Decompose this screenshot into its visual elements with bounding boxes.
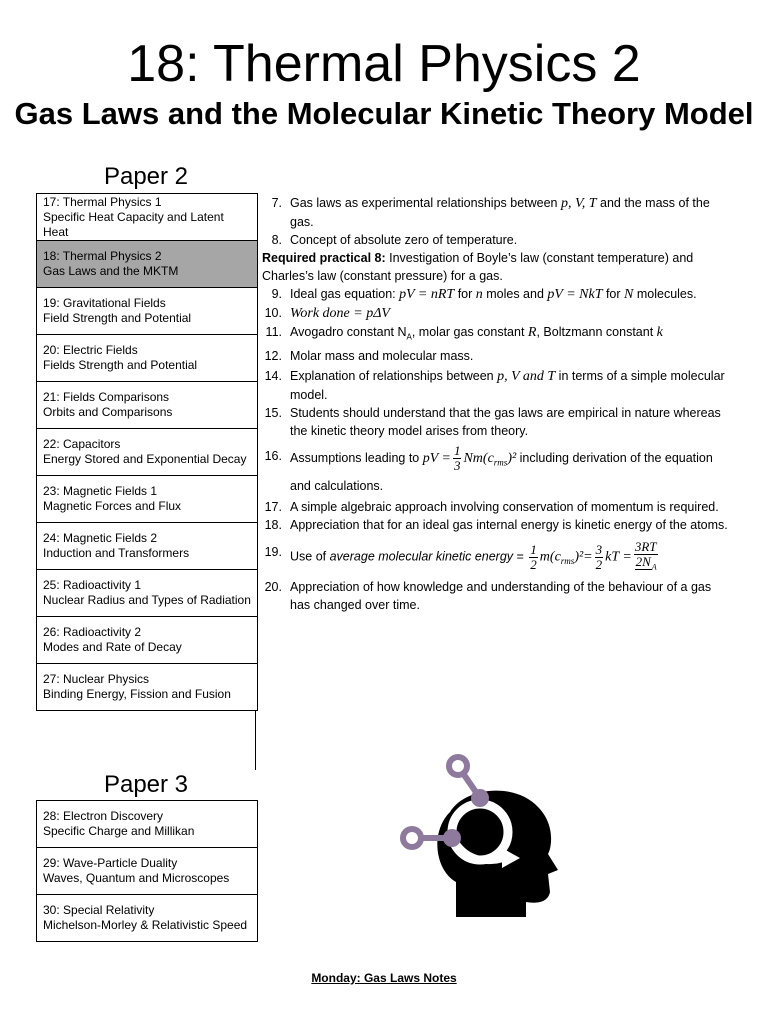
item-number: 14. bbox=[264, 368, 282, 383]
spec-item-14 bbox=[262, 367, 732, 404]
topic-subtitle: Magnetic Forces and Flux bbox=[43, 499, 182, 513]
text: and the mass of the gas. bbox=[290, 196, 710, 229]
subscript: rms bbox=[493, 456, 508, 467]
text: , Boltzmann constant bbox=[536, 325, 657, 339]
topic-title: 21: Fields Comparisons bbox=[43, 390, 170, 404]
subscript: rms bbox=[560, 555, 575, 566]
denominator: 2 bbox=[595, 556, 603, 572]
topic-subtitle: Nuclear Radius and Types of Radiation bbox=[43, 593, 251, 607]
topic-26[interactable] bbox=[37, 617, 257, 664]
spec-item-9 bbox=[262, 285, 732, 304]
item-number: 19. bbox=[264, 544, 282, 559]
item-number: 20. bbox=[264, 580, 282, 595]
topic-subtitle: Waves, Quantum and Microscopes bbox=[43, 871, 230, 885]
topic-title: 23: Magnetic Fields 1 bbox=[43, 484, 158, 498]
topic-subtitle: Fields Strength and Potential bbox=[43, 358, 198, 372]
math: N bbox=[624, 287, 634, 302]
list-divider bbox=[255, 710, 256, 770]
text: Appreciation of how knowledge and understanding of the behaviour of a gas has changed over time. bbox=[290, 580, 712, 613]
topic-title: 25: Radioactivity 1 bbox=[43, 578, 142, 592]
math: n bbox=[475, 287, 483, 302]
text: including derivation of the equation and calculations. bbox=[290, 450, 713, 493]
paper2-topic-list bbox=[36, 193, 258, 711]
topic-30[interactable] bbox=[37, 895, 257, 942]
fraction-one-third bbox=[453, 444, 462, 473]
topic-subtitle: Michelson-Morley & Relativistic Speed bbox=[43, 918, 248, 932]
math: = bbox=[583, 549, 593, 565]
topic-title: 17: Thermal Physics 1 bbox=[43, 194, 162, 209]
topic-title: 29: Wave-Particle Duality bbox=[43, 856, 178, 870]
text: 2N bbox=[635, 553, 651, 569]
topic-17[interactable] bbox=[37, 194, 257, 241]
topic-title: 19: Gravitational Fields bbox=[43, 296, 166, 310]
item-number: 17. bbox=[264, 499, 282, 514]
topic-subtitle: Specific Charge and Millikan bbox=[43, 824, 195, 838]
topic-subtitle: Energy Stored and Exponential Decay bbox=[43, 452, 247, 466]
fraction-one-half bbox=[529, 543, 538, 572]
text: Explanation of relationships between bbox=[290, 368, 498, 383]
page-title: 18: Thermal Physics 2 bbox=[127, 35, 641, 93]
math: Nm(c bbox=[463, 450, 494, 466]
denominator: 3 bbox=[453, 457, 461, 473]
paper3-topic-list bbox=[36, 800, 258, 942]
topic-23[interactable] bbox=[37, 476, 257, 523]
math: p, V, T bbox=[560, 196, 597, 211]
topic-title: 26: Radioactivity 2 bbox=[43, 625, 142, 639]
spec-item-10 bbox=[262, 304, 732, 323]
topic-21[interactable] bbox=[37, 382, 257, 429]
math: )² bbox=[507, 450, 517, 466]
topic-title: 30: Special Relativity bbox=[43, 903, 155, 917]
text: Appreciation that for an ideal gas internal energy is kinetic energy of the atoms. bbox=[290, 517, 728, 532]
math: pV = bbox=[422, 450, 451, 466]
text: Avogadro constant N bbox=[290, 325, 407, 339]
numerator: 3RT bbox=[634, 538, 657, 554]
topic-title: 20: Electric Fields bbox=[43, 343, 138, 357]
topic-subtitle: Gas Laws and the MKTM bbox=[43, 264, 179, 278]
topic-19[interactable] bbox=[37, 288, 257, 335]
paper2-heading: Paper 2 bbox=[103, 163, 189, 190]
topic-20[interactable] bbox=[37, 335, 257, 382]
text: Investigation of Boyle’s law (constant temperature) and Charles’s law (constant pressure) for a gas. bbox=[262, 251, 694, 283]
topic-title: 28: Electron Discovery bbox=[43, 809, 164, 823]
text: Molar mass and molecular mass. bbox=[290, 348, 474, 363]
text: Concept of absolute zero of temperature. bbox=[290, 233, 518, 247]
fraction-three-halves bbox=[595, 543, 604, 572]
math: m(c bbox=[539, 549, 561, 565]
item-number: 12. bbox=[264, 348, 282, 363]
numerator: 1 bbox=[453, 442, 461, 458]
item-number: 16. bbox=[264, 448, 282, 463]
footer-note: Monday: Gas Laws Notes bbox=[311, 971, 457, 985]
spec-item-12 bbox=[262, 347, 732, 365]
numerator: 1 bbox=[530, 541, 537, 557]
denominator: 2 bbox=[530, 556, 537, 572]
denominator bbox=[634, 555, 658, 575]
topic-subtitle: Induction and Transformers bbox=[43, 546, 190, 560]
topic-28[interactable] bbox=[37, 801, 257, 848]
math: )² bbox=[574, 549, 584, 565]
math: p, V and T bbox=[497, 368, 556, 384]
topic-title: 22: Capacitors bbox=[43, 437, 121, 451]
page-subtitle: Gas Laws and the Molecular Kinetic Theory Model bbox=[14, 96, 754, 131]
topic-subtitle: Orbits and Comparisons bbox=[43, 405, 173, 419]
head-brain-network-icon bbox=[390, 752, 570, 922]
specification-list bbox=[262, 194, 732, 614]
math: k bbox=[656, 325, 663, 340]
paper3-heading: Paper 3 bbox=[103, 771, 189, 798]
spec-item-18 bbox=[262, 516, 732, 534]
math: R bbox=[527, 325, 537, 340]
topic-22[interactable] bbox=[37, 429, 257, 476]
topic-title: 27: Nuclear Physics bbox=[43, 672, 150, 686]
topic-27[interactable] bbox=[37, 664, 257, 711]
text: molecules. bbox=[633, 287, 697, 301]
item-number: 10. bbox=[264, 306, 282, 320]
math: Work done = pΔV bbox=[290, 306, 390, 321]
item-number: 9. bbox=[271, 287, 282, 301]
math: kT = bbox=[605, 549, 632, 565]
spec-item-11 bbox=[262, 323, 732, 347]
topic-subtitle: Modes and Rate of Decay bbox=[43, 640, 182, 654]
topic-18-current[interactable] bbox=[37, 241, 257, 288]
math: pV = NkT bbox=[547, 287, 603, 302]
text: Use of bbox=[290, 549, 330, 564]
spec-item-16 bbox=[262, 444, 732, 498]
topic-subtitle: Binding Energy, Fission and Fusion bbox=[43, 687, 231, 701]
text: average molecular kinetic energy bbox=[329, 549, 514, 564]
text: Gas laws as experimental relationships between bbox=[290, 196, 561, 210]
math: pV = nRT bbox=[399, 287, 455, 302]
fraction-3rt-2na bbox=[634, 540, 658, 575]
text: = bbox=[513, 549, 528, 564]
topic-25[interactable] bbox=[37, 570, 257, 617]
text: for bbox=[454, 287, 476, 301]
spec-item-20 bbox=[262, 578, 732, 614]
text: for bbox=[602, 287, 625, 301]
spec-item-17 bbox=[262, 498, 732, 516]
text: A simple algebraic approach involving conservation of momentum is required. bbox=[290, 499, 719, 514]
subscript: A bbox=[406, 332, 412, 342]
topic-24[interactable] bbox=[37, 523, 257, 570]
rp-label: Required practical 8: bbox=[262, 251, 386, 265]
topic-title: 18: Thermal Physics 2 bbox=[43, 249, 162, 263]
topic-title: 24: Magnetic Fields 2 bbox=[43, 531, 158, 545]
spec-item-8 bbox=[262, 231, 732, 249]
topic-subtitle: Field Strength and Potential bbox=[43, 311, 192, 325]
text: Ideal gas equation: bbox=[290, 287, 400, 301]
item-number: 11. bbox=[265, 325, 282, 339]
item-number: 7. bbox=[271, 196, 282, 210]
item-number: 8. bbox=[271, 233, 282, 247]
spec-item-15 bbox=[262, 404, 732, 440]
topic-29[interactable] bbox=[37, 848, 257, 895]
spec-item-7 bbox=[262, 194, 732, 231]
spec-item-19 bbox=[262, 540, 732, 575]
text: moles and bbox=[482, 287, 548, 301]
text: , molar gas constant bbox=[411, 325, 528, 339]
item-number: 15. bbox=[264, 405, 282, 420]
text: Assumptions leading to bbox=[290, 450, 423, 465]
numerator: 3 bbox=[595, 541, 603, 557]
text: Students should understand that the gas laws are empirical in nature whereas the kinetic theory model arises from theory. bbox=[290, 405, 721, 438]
subscript: A bbox=[651, 562, 657, 572]
required-practical bbox=[262, 249, 732, 285]
text: in terms of a simple molecular model. bbox=[290, 368, 725, 402]
item-number: 18. bbox=[264, 517, 282, 532]
topic-subtitle: Specific Heat Capacity and Latent Heat bbox=[43, 209, 224, 239]
